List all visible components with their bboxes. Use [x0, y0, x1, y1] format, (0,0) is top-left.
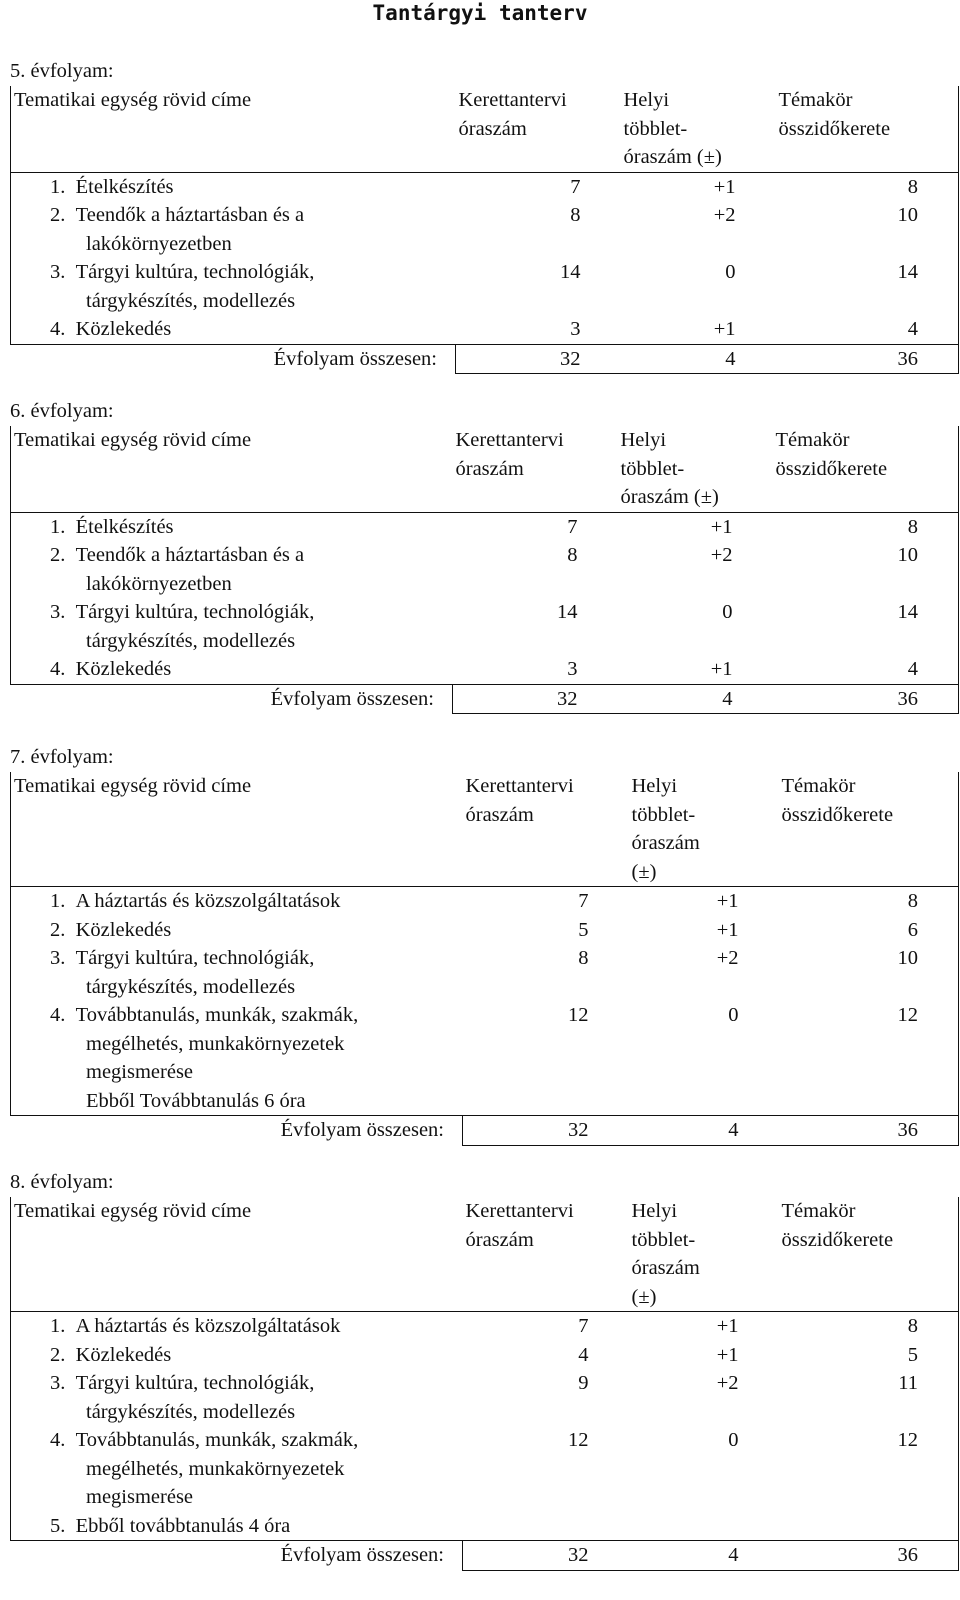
header-topic: Tematikai egység rövid címe: [11, 86, 456, 172]
grade-total-total: 36: [779, 1541, 959, 1571]
row-topic-text: Ebből továbbtanulás 4 óra: [75, 1514, 291, 1537]
header-line: Helyi: [631, 1200, 678, 1222]
row-topic-first-line: [14, 916, 463, 945]
header-line: óraszám (±): [623, 146, 722, 168]
table-row: [11, 598, 959, 655]
row-topic-first-line: [14, 944, 463, 973]
row-local-hours: [629, 1512, 779, 1541]
header-row: [11, 772, 959, 887]
grade-total-frame: 32: [456, 344, 621, 374]
row-number: 4.: [50, 318, 66, 340]
hours-table: [10, 426, 959, 714]
header-line: (±): [631, 1285, 657, 1308]
header-line: Kerettantervi: [465, 775, 574, 797]
header-line: Témakör: [781, 775, 856, 797]
row-number: 2.: [50, 1343, 66, 1366]
row-local-hours: +2: [716, 947, 739, 969]
row-topic-first-line: [14, 1369, 463, 1398]
row-topic: [11, 1512, 463, 1541]
header-frame-hours: [456, 86, 621, 172]
row-topic-text: Teendők a háztartásban és a: [75, 544, 305, 566]
row-topic-total: 6: [779, 916, 959, 945]
row-local-hours: +1: [629, 887, 779, 916]
row-topic: [11, 172, 456, 201]
row-topic-text: Ételkészítés: [75, 175, 174, 198]
row-number: 3.: [50, 947, 66, 969]
row-number: 4.: [50, 1429, 66, 1451]
row-topic-total: 10: [773, 541, 959, 598]
row-frame-hours: 8: [570, 204, 581, 226]
row-topic-total: 8: [773, 512, 959, 541]
row-local-hours: +2: [710, 544, 733, 566]
header-topic: Tematikai egység rövid címe: [11, 772, 463, 887]
row-topic: [11, 887, 463, 916]
row-number: 3.: [50, 601, 66, 623]
row-topic-first-line: [14, 1341, 463, 1370]
table-row: [11, 1369, 959, 1426]
row-topic-first-line: [14, 887, 463, 916]
row-number: 5.: [50, 1514, 66, 1537]
grade-total-row: [11, 1541, 959, 1571]
grade-total-label: Évfolyam összesen:: [11, 1116, 463, 1146]
grade-total-local: 4: [629, 1116, 779, 1146]
row-topic-total: 14: [773, 598, 959, 655]
row-topic-first-line: [14, 173, 456, 202]
header-line: összidőkerete: [781, 803, 894, 826]
header-line: óraszám (±): [620, 486, 719, 508]
row-topic: [11, 315, 456, 344]
row-frame-hours: 5: [578, 918, 589, 941]
row-topic-text: A háztartás és közszolgáltatások: [75, 1315, 341, 1337]
row-topic-text: A háztartás és közszolgáltatások: [75, 890, 341, 912]
row-topic-line: tárgykészítés, modellezés: [86, 1400, 296, 1423]
row-topic-line: megélhetés, munkakörnyezetek: [86, 1032, 345, 1055]
grade-total-frame: 32: [463, 1541, 629, 1571]
row-topic-line: tárgykészítés, modellezés: [86, 629, 296, 652]
row-frame-hours: 12: [568, 1004, 589, 1026]
row-topic: [11, 541, 453, 598]
row-topic-text: Tárgyi kultúra, technológiák,: [75, 1372, 315, 1394]
row-local-hours: +1: [618, 512, 773, 541]
table-row: [11, 172, 959, 201]
header-line: összidőkerete: [775, 457, 888, 480]
row-local-hours: +2: [716, 1372, 739, 1394]
row-number: 2.: [50, 204, 66, 226]
grade-total-label: Évfolyam összesen:: [11, 1541, 463, 1571]
row-frame-hours: 14: [560, 261, 581, 283]
row-topic-first-line: [14, 1312, 463, 1341]
row-number: 1.: [50, 515, 66, 538]
header-local-hours: [618, 426, 773, 512]
row-frame-hours: 7: [463, 1312, 629, 1341]
grade-label: 7. évfolyam:: [10, 746, 114, 768]
header-line: óraszám: [631, 832, 700, 854]
grade-total-label: Évfolyam összesen:: [11, 684, 453, 714]
table-row: [11, 944, 959, 1001]
row-frame-hours: 8: [578, 947, 589, 969]
row-number: 1.: [50, 890, 66, 912]
header-line: Témakör: [781, 1200, 856, 1222]
row-topic: [11, 1312, 463, 1341]
row-number: 4.: [50, 658, 66, 680]
row-local-hours: 0: [728, 1004, 739, 1026]
row-number: 3.: [50, 1372, 66, 1394]
row-topic-total: 10: [776, 201, 959, 258]
grade-total-local: 4: [621, 344, 776, 374]
header-line: (±): [631, 860, 657, 883]
table-row: [11, 1001, 959, 1116]
row-number: 2.: [50, 544, 66, 566]
grade-total-total: 36: [773, 684, 959, 714]
row-frame-hours: 7: [463, 887, 629, 916]
row-topic-text: Tárgyi kultúra, technológiák,: [75, 601, 315, 623]
grade-total-frame: 32: [453, 684, 618, 714]
header-line: többlet-: [620, 457, 685, 480]
row-frame-hours: 3: [570, 318, 581, 340]
header-topic: Tematikai egység rövid címe: [11, 426, 453, 512]
row-topic: [11, 1341, 463, 1370]
table-row: [11, 655, 959, 684]
row-frame-hours: 7: [453, 512, 618, 541]
row-topic-total: 14: [776, 258, 959, 315]
row-topic-total: 4: [776, 315, 959, 344]
table-row: [11, 1512, 959, 1541]
header-frame-hours: [463, 772, 629, 887]
table-row: [11, 887, 959, 916]
row-topic-first-line: [14, 655, 453, 684]
row-topic-line: Ebből Továbbtanulás 6 óra: [86, 1089, 306, 1112]
row-local-hours: +1: [716, 1343, 739, 1366]
table-row: [11, 1426, 959, 1512]
grade-total-total: 36: [776, 344, 959, 374]
row-topic-line: lakókörnyezetben: [86, 232, 232, 255]
row-topic: [11, 512, 453, 541]
table-row: [11, 201, 959, 258]
header-topic-total: [779, 1197, 959, 1312]
row-topic-first-line: [14, 513, 453, 542]
row-topic-line: megismerése: [86, 1486, 194, 1508]
row-topic: [11, 201, 456, 258]
row-topic: [11, 598, 453, 655]
table-row: [11, 541, 959, 598]
row-local-hours: +1: [710, 658, 733, 680]
header-line: óraszám: [465, 1228, 534, 1251]
header-line: összidőkerete: [778, 117, 891, 140]
header-frame-hours: [463, 1197, 629, 1312]
row-topic-text: Közlekedés: [75, 318, 172, 340]
row-local-hours: +1: [713, 318, 736, 340]
header-line: óraszám: [455, 457, 524, 480]
header-line: óraszám: [458, 117, 527, 140]
table-row: [11, 512, 959, 541]
row-topic: [11, 1369, 463, 1426]
row-topic-first-line: [14, 1426, 463, 1455]
row-topic-text: Tárgyi kultúra, technológiák,: [75, 261, 315, 283]
row-topic: [11, 258, 456, 315]
row-local-hours: +2: [713, 204, 736, 226]
grade-total-row: [11, 344, 959, 374]
header-topic-total: [779, 772, 959, 887]
header-line: összidőkerete: [781, 1228, 894, 1251]
row-topic-line: megismerése: [86, 1061, 194, 1083]
header-row: [11, 86, 959, 172]
header-line: Témakör: [775, 429, 850, 451]
header-topic-total: [773, 426, 959, 512]
row-topic-line: lakókörnyezetben: [86, 572, 232, 595]
row-topic-text: Közlekedés: [75, 1343, 172, 1366]
row-topic: [11, 655, 453, 684]
row-topic-text: Tárgyi kultúra, technológiák,: [75, 947, 315, 969]
header-line: Helyi: [631, 775, 678, 797]
row-frame-hours: 7: [456, 172, 621, 201]
row-topic-text: Közlekedés: [75, 918, 172, 941]
hours-table: [10, 1197, 959, 1571]
grade-total-row: [11, 1116, 959, 1146]
row-topic: [11, 944, 463, 1001]
row-topic-total: 12: [779, 1001, 959, 1116]
row-number: 2.: [50, 918, 66, 941]
header-line: Kerettantervi: [458, 89, 567, 111]
header-topic: Tematikai egység rövid címe: [11, 1197, 463, 1312]
row-local-hours: +1: [621, 172, 776, 201]
row-topic-first-line: [14, 541, 453, 570]
row-frame-hours: 8: [567, 544, 578, 566]
table-row: [11, 315, 959, 344]
row-topic-total: 8: [779, 1312, 959, 1341]
header-row: [11, 1197, 959, 1312]
row-number: 1.: [50, 1315, 66, 1337]
grade-label: 5. évfolyam:: [10, 60, 114, 82]
row-number: 3.: [50, 261, 66, 283]
row-frame-hours: [463, 1512, 629, 1541]
header-local-hours: [621, 86, 776, 172]
row-local-hours: +1: [629, 1312, 779, 1341]
grade-section: [10, 743, 958, 1146]
grade-section: [10, 57, 958, 374]
header-local-hours: [629, 1197, 779, 1312]
row-local-hours: 0: [722, 601, 733, 623]
row-topic-first-line: [14, 201, 456, 230]
row-frame-hours: 9: [578, 1372, 589, 1394]
row-frame-hours: 14: [557, 601, 578, 623]
header-line: Kerettantervi: [455, 429, 564, 451]
header-line: többlet-: [631, 1228, 696, 1251]
hours-table: [10, 772, 959, 1146]
table-row: [11, 258, 959, 315]
header-topic-total: [776, 86, 959, 172]
row-topic: [11, 1426, 463, 1512]
row-topic-first-line: [14, 598, 453, 627]
table-row: [11, 1341, 959, 1370]
hours-table: [10, 86, 959, 374]
header-line: Témakör: [778, 89, 853, 111]
grade-section: [10, 397, 958, 714]
row-frame-hours: 12: [568, 1429, 589, 1451]
row-topic-total: 10: [779, 944, 959, 1001]
row-local-hours: 0: [728, 1429, 739, 1451]
grade-section: [10, 1168, 958, 1571]
row-topic-total: [779, 1512, 959, 1541]
table-row: [11, 1312, 959, 1341]
header-line: óraszám: [465, 803, 534, 826]
row-topic-text: Továbbtanulás, munkák, szakmák,: [75, 1429, 359, 1451]
header-frame-hours: [453, 426, 618, 512]
row-topic-first-line: [14, 1512, 463, 1541]
row-topic-line: megélhetés, munkakörnyezetek: [86, 1457, 345, 1480]
row-local-hours: 0: [725, 261, 736, 283]
table-row: [11, 916, 959, 945]
row-topic: [11, 916, 463, 945]
row-topic-text: Teendők a háztartásban és a: [75, 204, 305, 226]
header-line: óraszám: [631, 1257, 700, 1279]
header-line: többlet-: [631, 803, 696, 826]
row-topic-first-line: [14, 315, 456, 344]
grade-label: 6. évfolyam:: [10, 400, 114, 422]
row-topic-total: 5: [779, 1341, 959, 1370]
row-topic-line: tárgykészítés, modellezés: [86, 975, 296, 998]
row-topic-first-line: [14, 258, 456, 287]
row-topic-first-line: [14, 1001, 463, 1030]
grade-total-local: 4: [618, 684, 773, 714]
row-local-hours: +1: [716, 918, 739, 941]
row-topic-total: 4: [773, 655, 959, 684]
row-topic-text: Közlekedés: [75, 658, 172, 680]
row-topic-total: 12: [779, 1426, 959, 1512]
document-title: Tantárgyi tanterv: [372, 1, 588, 25]
row-topic-text: Továbbtanulás, munkák, szakmák,: [75, 1004, 359, 1026]
row-number: 1.: [50, 175, 66, 198]
header-line: Helyi: [623, 89, 670, 111]
grade-total-total: 36: [779, 1116, 959, 1146]
row-topic-total: 11: [779, 1369, 959, 1426]
grade-total-label: Évfolyam összesen:: [11, 344, 456, 374]
header-line: Helyi: [620, 429, 667, 451]
row-topic-total: 8: [776, 172, 959, 201]
row-frame-hours: 3: [567, 658, 578, 680]
grade-label: 8. évfolyam:: [10, 1171, 114, 1193]
row-topic-line: tárgykészítés, modellezés: [86, 289, 296, 312]
header-line: Kerettantervi: [465, 1200, 574, 1222]
row-topic: [11, 1001, 463, 1116]
grade-total-row: [11, 684, 959, 714]
row-number: 4.: [50, 1004, 66, 1026]
header-row: [11, 426, 959, 512]
grade-total-frame: 32: [463, 1116, 629, 1146]
row-topic-text: Ételkészítés: [75, 515, 174, 538]
grade-total-local: 4: [629, 1541, 779, 1571]
row-frame-hours: 4: [578, 1343, 589, 1366]
row-topic-total: 8: [779, 887, 959, 916]
header-local-hours: [629, 772, 779, 887]
header-line: többlet-: [623, 117, 688, 140]
